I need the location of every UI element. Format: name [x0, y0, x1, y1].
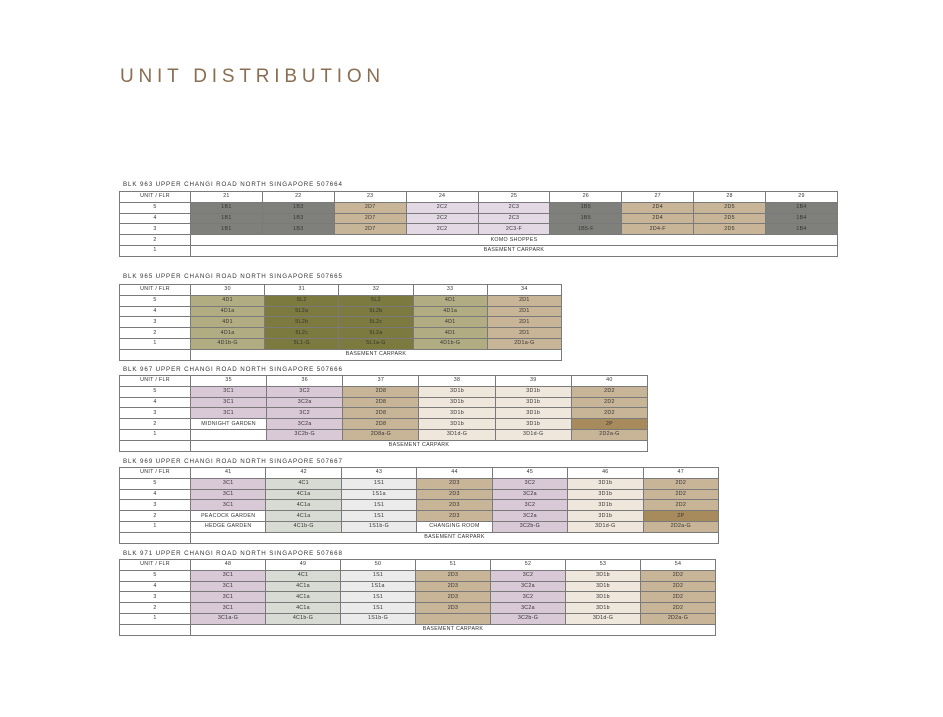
unit-type-cell: 2D2: [641, 603, 716, 614]
unit-floor-header: UNIT / FLR: [120, 376, 191, 387]
floor-row: [120, 603, 716, 614]
header-row: [120, 560, 716, 571]
unit-type-cell: 2D3: [417, 478, 492, 489]
unit-type-cell: 2D3: [416, 603, 491, 614]
unit-number-header: 38: [419, 376, 495, 387]
unit-type-cell: 4C1a: [266, 592, 341, 603]
unit-type-cell: 5L1-G: [265, 338, 339, 349]
unit-type-cell: 3C2a: [267, 419, 343, 430]
page-title: UNIT DISTRIBUTION: [120, 66, 385, 87]
floor-label: 5: [120, 386, 191, 397]
unit-type-cell: 1S1: [341, 478, 416, 489]
unit-type-cell: 2D8: [343, 397, 419, 408]
header-row: [120, 285, 562, 296]
unit-number-header: 46: [568, 468, 643, 479]
unit-type-cell: 3C1: [191, 489, 266, 500]
unit-number-header: 26: [550, 192, 622, 203]
unit-type-cell: 1B5: [550, 202, 622, 213]
unit-number-header: 27: [622, 192, 694, 203]
floor-row: [120, 500, 719, 511]
unit-type-cell: 2D1: [487, 328, 561, 339]
unit-type-cell: 3D1b: [568, 489, 643, 500]
floor-label: [120, 532, 191, 543]
floor-label: 4: [120, 306, 191, 317]
unit-type-cell: 3C2: [492, 500, 567, 511]
unit-type-cell: 2D4: [622, 202, 694, 213]
unit-type-cell: 2D1: [487, 317, 561, 328]
unit-number-header: 47: [643, 468, 718, 479]
floor-label: 1: [120, 429, 191, 440]
unit-type-cell: 2D3: [416, 592, 491, 603]
unit-type-cell: 2D8: [343, 408, 419, 419]
unit-type-cell: 4D1b-G: [191, 338, 265, 349]
header-row: [120, 468, 719, 479]
floor-label: 2: [120, 511, 191, 522]
unit-type-cell: 3C2: [491, 570, 566, 581]
unit-number-header: 29: [766, 192, 838, 203]
floor-row: [120, 511, 719, 522]
unit-type-cell: [191, 429, 267, 440]
unit-floor-header: UNIT / FLR: [120, 285, 191, 296]
floor-row: [120, 581, 716, 592]
unit-type-cell: 3C1: [191, 570, 266, 581]
unit-number-header: 53: [566, 560, 641, 571]
unit-table: [119, 559, 716, 636]
unit-type-cell: 1B3: [262, 213, 334, 224]
unit-type-cell: 3C2: [492, 478, 567, 489]
unit-type-cell: 1B3: [262, 202, 334, 213]
unit-type-cell: 2C3: [478, 213, 550, 224]
unit-number-header: 30: [191, 285, 265, 296]
unit-type-cell: 2D1: [487, 295, 561, 306]
unit-type-cell: 3D1b: [419, 408, 495, 419]
floor-label: 1: [120, 245, 191, 256]
unit-type-cell: 1B1: [191, 202, 263, 213]
unit-number-header: 48: [191, 560, 266, 571]
unit-type-cell: 2D2: [571, 408, 647, 419]
unit-type-cell: 3C1: [191, 592, 266, 603]
unit-table: [119, 467, 719, 544]
unit-type-cell: 2D1: [487, 306, 561, 317]
unit-type-cell: 4C1b-G: [266, 613, 341, 624]
unit-type-cell: 2P: [571, 419, 647, 430]
floor-label: 5: [120, 295, 191, 306]
unit-type-cell: 1S1: [341, 570, 416, 581]
floor-label: 3: [120, 224, 191, 235]
unit-number-header: 24: [406, 192, 478, 203]
floor-row: [120, 386, 648, 397]
floor-label: 1: [120, 521, 191, 532]
floor-label: 3: [120, 317, 191, 328]
unit-type-cell: 4D1: [413, 295, 487, 306]
unit-type-cell: 2D2a-G: [643, 521, 718, 532]
unit-type-cell: 1S1a: [341, 581, 416, 592]
floor-label: 5: [120, 570, 191, 581]
unit-table: [119, 375, 648, 452]
unit-type-cell: 3D1b: [568, 500, 643, 511]
unit-type-cell: 4C1: [266, 570, 341, 581]
unit-floor-header: UNIT / FLR: [120, 560, 191, 571]
floor-row: [120, 440, 648, 451]
unit-type-cell: 2D3: [416, 581, 491, 592]
unit-type-cell: 4C1a: [266, 489, 341, 500]
unit-type-cell: 1B4: [766, 213, 838, 224]
unit-type-cell: 3D1b: [495, 419, 571, 430]
unit-type-cell: 3C1a-G: [191, 613, 266, 624]
unit-type-cell: 1S1: [341, 592, 416, 603]
unit-type-cell: 2D8: [343, 419, 419, 430]
unit-type-cell: 3C2: [491, 592, 566, 603]
unit-number-header: 45: [492, 468, 567, 479]
unit-type-cell: 2D2: [643, 489, 718, 500]
floor-label: 4: [120, 213, 191, 224]
unit-type-cell: 1S1b-G: [341, 521, 416, 532]
unit-type-cell: 3D1b: [419, 419, 495, 430]
unit-number-header: 22: [262, 192, 334, 203]
unit-type-cell: 2C2: [406, 213, 478, 224]
floor-label: 4: [120, 489, 191, 500]
floor-label: 3: [120, 500, 191, 511]
unit-type-cell: 5L2a: [339, 328, 413, 339]
facility-span: BASEMENT CARPARK: [191, 349, 562, 360]
unit-type-cell: 4C1b-G: [266, 521, 341, 532]
floor-row: [120, 613, 716, 624]
unit-type-cell: 3D1b: [566, 592, 641, 603]
floor-label: 2: [120, 328, 191, 339]
unit-type-cell: 3D1b: [495, 386, 571, 397]
unit-type-cell: 1B1: [191, 224, 263, 235]
unit-type-cell: 3C2b-G: [267, 429, 343, 440]
floor-label: 2: [120, 603, 191, 614]
unit-type-cell: 3D1b: [566, 570, 641, 581]
unit-type-cell: 1B5: [550, 213, 622, 224]
header-row: [120, 376, 648, 387]
floor-row: [120, 592, 716, 603]
floor-row: [120, 245, 838, 256]
unit-table: [119, 284, 562, 361]
floor-label: 1: [120, 613, 191, 624]
unit-type-cell: 1B5-F: [550, 224, 622, 235]
unit-type-cell: 3C1: [191, 408, 267, 419]
block-title: BLK 969 UPPER CHANGI ROAD NORTH SINGAPORE 507667: [123, 458, 343, 465]
unit-type-cell: 2D4-F: [622, 224, 694, 235]
unit-number-header: 31: [265, 285, 339, 296]
unit-type-cell: 3C1: [191, 397, 267, 408]
unit-type-cell: 3C1: [191, 478, 266, 489]
unit-type-cell: 2D2: [571, 397, 647, 408]
facility-span: BASEMENT CARPARK: [191, 624, 716, 635]
floor-label: [120, 624, 191, 635]
unit-type-cell: 2D2: [641, 570, 716, 581]
floor-row: [120, 306, 562, 317]
unit-type-cell: 1S1b-G: [341, 613, 416, 624]
unit-type-cell: 2D8: [343, 386, 419, 397]
unit-type-cell: 4C1a: [266, 511, 341, 522]
unit-type-cell: 2D2: [571, 386, 647, 397]
unit-type-cell: 3C2: [267, 408, 343, 419]
unit-number-header: 49: [266, 560, 341, 571]
unit-number-header: 50: [341, 560, 416, 571]
unit-type-cell: 4C1a: [266, 500, 341, 511]
unit-type-cell: 3D1d-G: [495, 429, 571, 440]
floor-label: 5: [120, 478, 191, 489]
block-title: BLK 967 UPPER CHANGI ROAD NORTH SINGAPORE 507666: [123, 366, 343, 373]
unit-type-cell: 4D1: [413, 328, 487, 339]
facility-span: BASEMENT CARPARK: [191, 532, 719, 543]
facility-span: BASEMENT CARPARK: [191, 245, 838, 256]
unit-type-cell: 2D2a-G: [641, 613, 716, 624]
floor-label: [120, 349, 191, 360]
block-title: BLK 963 UPPER CHANGI ROAD NORTH SINGAPORE 507664: [123, 181, 343, 188]
unit-type-cell: 5L2: [265, 295, 339, 306]
unit-number-header: 42: [266, 468, 341, 479]
unit-type-cell: 4D1: [191, 317, 265, 328]
unit-type-cell: 4C1: [266, 478, 341, 489]
unit-type-cell: 1B3: [262, 224, 334, 235]
unit-type-cell: 3D1b: [495, 408, 571, 419]
floor-row: [120, 489, 719, 500]
block-title: BLK 971 UPPER CHANGI ROAD NORTH SINGAPORE 507668: [123, 550, 343, 557]
unit-number-header: 40: [571, 376, 647, 387]
unit-type-cell: 3C2a: [492, 489, 567, 500]
floor-row: [120, 419, 648, 430]
unit-type-cell: 3D1b: [419, 397, 495, 408]
unit-type-cell: 3D1d-G: [419, 429, 495, 440]
unit-type-cell: 2D7: [334, 213, 406, 224]
unit-type-cell: 2D8a-G: [343, 429, 419, 440]
unit-number-header: 41: [191, 468, 266, 479]
unit-number-header: 37: [343, 376, 419, 387]
unit-floor-header: UNIT / FLR: [120, 192, 191, 203]
floor-row: [120, 624, 716, 635]
floor-row: [120, 570, 716, 581]
unit-type-cell: 1S1: [341, 603, 416, 614]
unit-number-header: 32: [339, 285, 413, 296]
unit-number-header: 52: [491, 560, 566, 571]
unit-type-cell: 2D5: [694, 202, 766, 213]
facility-span: KOMO SHOPPES: [191, 235, 838, 246]
floor-row: [120, 532, 719, 543]
unit-number-header: 21: [191, 192, 263, 203]
unit-type-cell: 3D1d-G: [568, 521, 643, 532]
unit-type-cell: 3C2a: [491, 581, 566, 592]
unit-type-cell: 4C1a: [266, 581, 341, 592]
unit-type-cell: 2D4: [622, 213, 694, 224]
unit-type-cell: 3C2a: [267, 397, 343, 408]
floor-label: 2: [120, 235, 191, 246]
header-row: [120, 192, 838, 203]
unit-number-header: 39: [495, 376, 571, 387]
unit-type-cell: 3D1b: [495, 397, 571, 408]
unit-type-cell: 3C1: [191, 500, 266, 511]
unit-type-cell: 3D1b: [419, 386, 495, 397]
unit-type-cell: 2D3: [417, 511, 492, 522]
unit-number-header: 51: [416, 560, 491, 571]
unit-type-cell: 2C2: [406, 202, 478, 213]
floor-row: [120, 478, 719, 489]
unit-number-header: 28: [694, 192, 766, 203]
floor-label: 4: [120, 581, 191, 592]
floor-row: [120, 349, 562, 360]
unit-type-cell: 4C1a: [266, 603, 341, 614]
unit-type-cell: 3D1d-G: [566, 613, 641, 624]
unit-type-cell: 5L2c: [339, 317, 413, 328]
unit-number-header: 33: [413, 285, 487, 296]
unit-type-cell: 3D1b: [566, 603, 641, 614]
unit-type-cell: 2C2: [406, 224, 478, 235]
facility-cell: HEDGE GARDEN: [191, 521, 266, 532]
unit-type-cell: 3C2a: [492, 511, 567, 522]
unit-type-cell: 1B1: [191, 213, 263, 224]
unit-number-header: 35: [191, 376, 267, 387]
unit-number-header: 23: [334, 192, 406, 203]
unit-type-cell: 2D2: [641, 581, 716, 592]
unit-type-cell: 1S1: [341, 500, 416, 511]
facility-cell: CHANGING ROOM: [417, 521, 492, 532]
facility-cell: MIDNIGHT GARDEN: [191, 419, 267, 430]
floor-row: [120, 224, 838, 235]
unit-type-cell: 4D1: [413, 317, 487, 328]
floor-label: 3: [120, 408, 191, 419]
unit-type-cell: 2P: [643, 511, 718, 522]
unit-type-cell: 3C1: [191, 581, 266, 592]
unit-type-cell: 2D5: [694, 213, 766, 224]
unit-type-cell: 4D1a: [191, 328, 265, 339]
unit-type-cell: 2D5: [694, 224, 766, 235]
unit-type-cell: 3D1b: [566, 581, 641, 592]
unit-type-cell: 3D1b: [568, 478, 643, 489]
floor-label: 5: [120, 202, 191, 213]
unit-type-cell: 3C2a: [491, 603, 566, 614]
unit-type-cell: 1S1a: [341, 489, 416, 500]
unit-type-cell: 4D1a: [191, 306, 265, 317]
unit-type-cell: 1B4: [766, 224, 838, 235]
unit-type-cell: 5L2: [339, 295, 413, 306]
facility-span: BASEMENT CARPARK: [191, 440, 648, 451]
unit-type-cell: 1S1: [341, 511, 416, 522]
floor-label: 1: [120, 338, 191, 349]
unit-type-cell: 2D3: [416, 570, 491, 581]
floor-label: 4: [120, 397, 191, 408]
unit-type-cell: 2D3: [417, 500, 492, 511]
unit-type-cell: [416, 613, 491, 624]
unit-type-cell: 2C3: [478, 202, 550, 213]
unit-type-cell: 5L2a: [265, 306, 339, 317]
floor-row: [120, 213, 838, 224]
unit-type-cell: 2D7: [334, 224, 406, 235]
floor-row: [120, 408, 648, 419]
unit-number-header: 43: [341, 468, 416, 479]
floor-label: 2: [120, 419, 191, 430]
floor-row: [120, 429, 648, 440]
unit-type-cell: 2D2a-G: [571, 429, 647, 440]
floor-row: [120, 338, 562, 349]
unit-type-cell: 4D1: [191, 295, 265, 306]
unit-type-cell: 2C3-F: [478, 224, 550, 235]
unit-type-cell: 2D7: [334, 202, 406, 213]
unit-type-cell: 5L2c: [265, 328, 339, 339]
unit-number-header: 54: [641, 560, 716, 571]
unit-number-header: 34: [487, 285, 561, 296]
unit-type-cell: 3C2: [267, 386, 343, 397]
unit-type-cell: 2D3: [417, 489, 492, 500]
unit-type-cell: 5L1a-G: [339, 338, 413, 349]
unit-type-cell: 3D1b: [568, 511, 643, 522]
facility-cell: PEACOCK GARDEN: [191, 511, 266, 522]
floor-row: [120, 202, 838, 213]
unit-type-cell: 5L2b: [339, 306, 413, 317]
unit-type-cell: 5L2b: [265, 317, 339, 328]
unit-type-cell: 3C2b-G: [492, 521, 567, 532]
unit-number-header: 36: [267, 376, 343, 387]
unit-type-cell: 2D2: [641, 592, 716, 603]
unit-type-cell: 2D1a-G: [487, 338, 561, 349]
floor-row: [120, 235, 838, 246]
unit-type-cell: 4D1a: [413, 306, 487, 317]
unit-type-cell: 1B4: [766, 202, 838, 213]
unit-type-cell: 4D1b-G: [413, 338, 487, 349]
floor-row: [120, 317, 562, 328]
unit-type-cell: 3C1: [191, 603, 266, 614]
unit-type-cell: 2D2: [643, 478, 718, 489]
block-title: BLK 965 UPPER CHANGI ROAD NORTH SINGAPORE 507665: [123, 273, 343, 280]
unit-number-header: 25: [478, 192, 550, 203]
floor-row: [120, 521, 719, 532]
floor-row: [120, 295, 562, 306]
unit-type-cell: 3C2b-G: [491, 613, 566, 624]
unit-number-header: 44: [417, 468, 492, 479]
floor-label: 3: [120, 592, 191, 603]
floor-row: [120, 328, 562, 339]
unit-type-cell: 2D2: [643, 500, 718, 511]
floor-row: [120, 397, 648, 408]
unit-type-cell: 3C1: [191, 386, 267, 397]
unit-floor-header: UNIT / FLR: [120, 468, 191, 479]
floor-label: [120, 440, 191, 451]
unit-table: [119, 191, 838, 257]
